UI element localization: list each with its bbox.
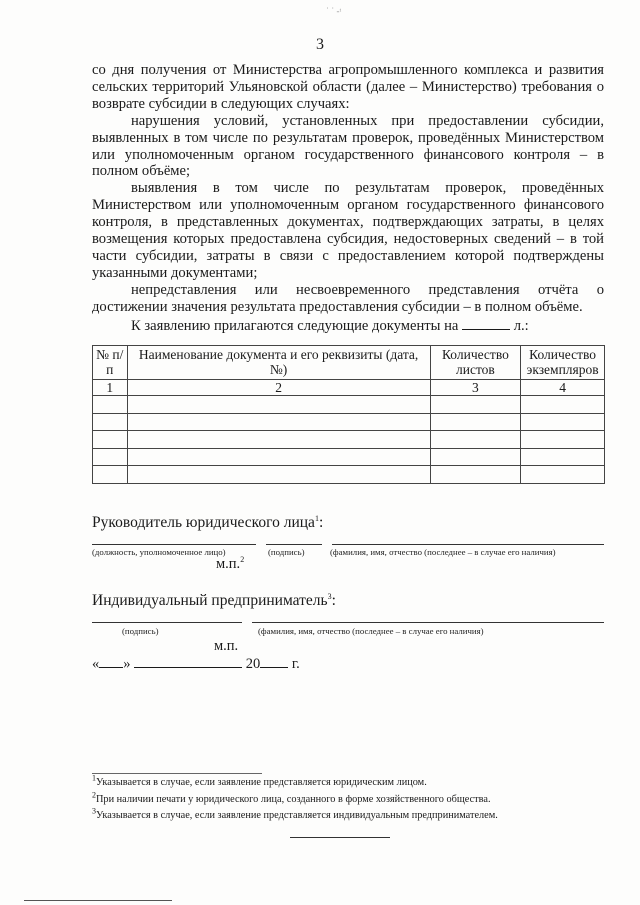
footnote-ref-1: 1 (314, 513, 319, 523)
table-number-row (93, 380, 605, 396)
table-row[interactable] (93, 396, 605, 414)
caption-full-name: (фамилия, имя, отчество (последнее – в случае его наличия) (330, 547, 556, 557)
signature-line[interactable] (266, 544, 322, 545)
full-name-line[interactable] (332, 544, 604, 545)
column-number-1: 1 (93, 380, 128, 396)
scan-artifact-line (24, 900, 172, 901)
entrepreneur-signature-line[interactable] (92, 622, 242, 623)
attachment-text: К заявлению прилагаются следующие документы на (131, 317, 459, 334)
footnote-2: $^2$При наличии печати у юридического лица, созданного в форме хозяйственного общества. (92, 790, 491, 805)
month-field[interactable] (134, 655, 242, 668)
footnote-ref-3: 3 (327, 591, 332, 601)
sheets-count-field[interactable] (462, 317, 510, 330)
attachment-line (92, 317, 604, 335)
entrepreneur-seal-place: м.п. (214, 638, 239, 654)
column-number-3: 3 (430, 380, 520, 396)
header-number: № п/п (93, 346, 128, 380)
table-header-row (93, 346, 605, 380)
entrepreneur-full-name-line[interactable] (252, 622, 604, 623)
entrepreneur-heading: Индивидуальный предприниматель$^3$: (92, 591, 336, 609)
paragraph-1: со дня получения от Министерства агропромышленного комплекса и развития сельских территорий Ульяновской области (далее – Министерство) требования о возврате субсидии в следующих случаях: (92, 62, 604, 112)
table-row[interactable] (93, 431, 605, 449)
table-row[interactable] (93, 466, 605, 484)
seal-place: м.п.$^2$ (216, 555, 245, 572)
documents-table (92, 345, 605, 484)
column-number-2: 2 (127, 380, 430, 396)
caption-signature: (подпись) (268, 547, 305, 557)
caption-position: (должность, уполномоченное лицо) (92, 547, 226, 557)
body-text (92, 62, 604, 335)
paragraph-3: выявления в том числе по результатам проверок, проведённых Министерством или уполномоченным органом государственного финансового контроля, в представленных документах, подтверждающих затраты, в целях возмещения которых предоставлена субсидия, недостоверных сведений – в той части субсидии, затраты в связи с предоставлением которой подтверждены указанными документами; (92, 180, 604, 281)
page-number: 3 (316, 36, 324, 53)
attachment-suffix: л.: (513, 317, 529, 334)
header-copies: Количество экземпляров (521, 346, 605, 380)
header-sheets: Количество листов (430, 346, 520, 380)
table-row[interactable] (93, 448, 605, 466)
paragraph-4: непредставления или несвоевременного представления отчёта о достижении значения результата предоставления субсидии – в полном объёме. (92, 281, 604, 315)
scan-artifact: ˙ ˙ -ᵗ (326, 6, 342, 16)
end-line (290, 837, 390, 838)
day-field[interactable] (99, 655, 123, 668)
position-line[interactable] (92, 544, 256, 545)
date-line: « » 20 г. (92, 656, 300, 672)
year-field[interactable] (260, 655, 288, 668)
footnote-ref-2: 2 (240, 555, 245, 565)
column-number-4: 4 (521, 380, 605, 396)
header-document-name: Наименование документа и его реквизиты (дата, №) (127, 346, 430, 380)
footnote-3: $^3$Указывается в случае, если заявление представляется индивидуальным предпринимателем. (92, 806, 498, 821)
table-row[interactable] (93, 413, 605, 431)
footnote-separator (92, 773, 262, 774)
entrepreneur-caption-signature: (подпись) (122, 626, 159, 636)
entrepreneur-caption-full-name: (фамилия, имя, отчество (последнее – в случае его наличия) (258, 626, 484, 636)
paragraph-2: нарушения условий, установленных при предоставлении субсидии, выявленных в том числе по результатам проверок, проведённых Министерством или уполномоченным органом государственного финансового контроля – в полном объёме; (92, 112, 604, 180)
legal-entity-heading: Руководитель юридического лица$^1$: (92, 513, 324, 531)
footnote-1: $^1$Указывается в случае, если заявление представляется юридическим лицом. (92, 773, 427, 788)
